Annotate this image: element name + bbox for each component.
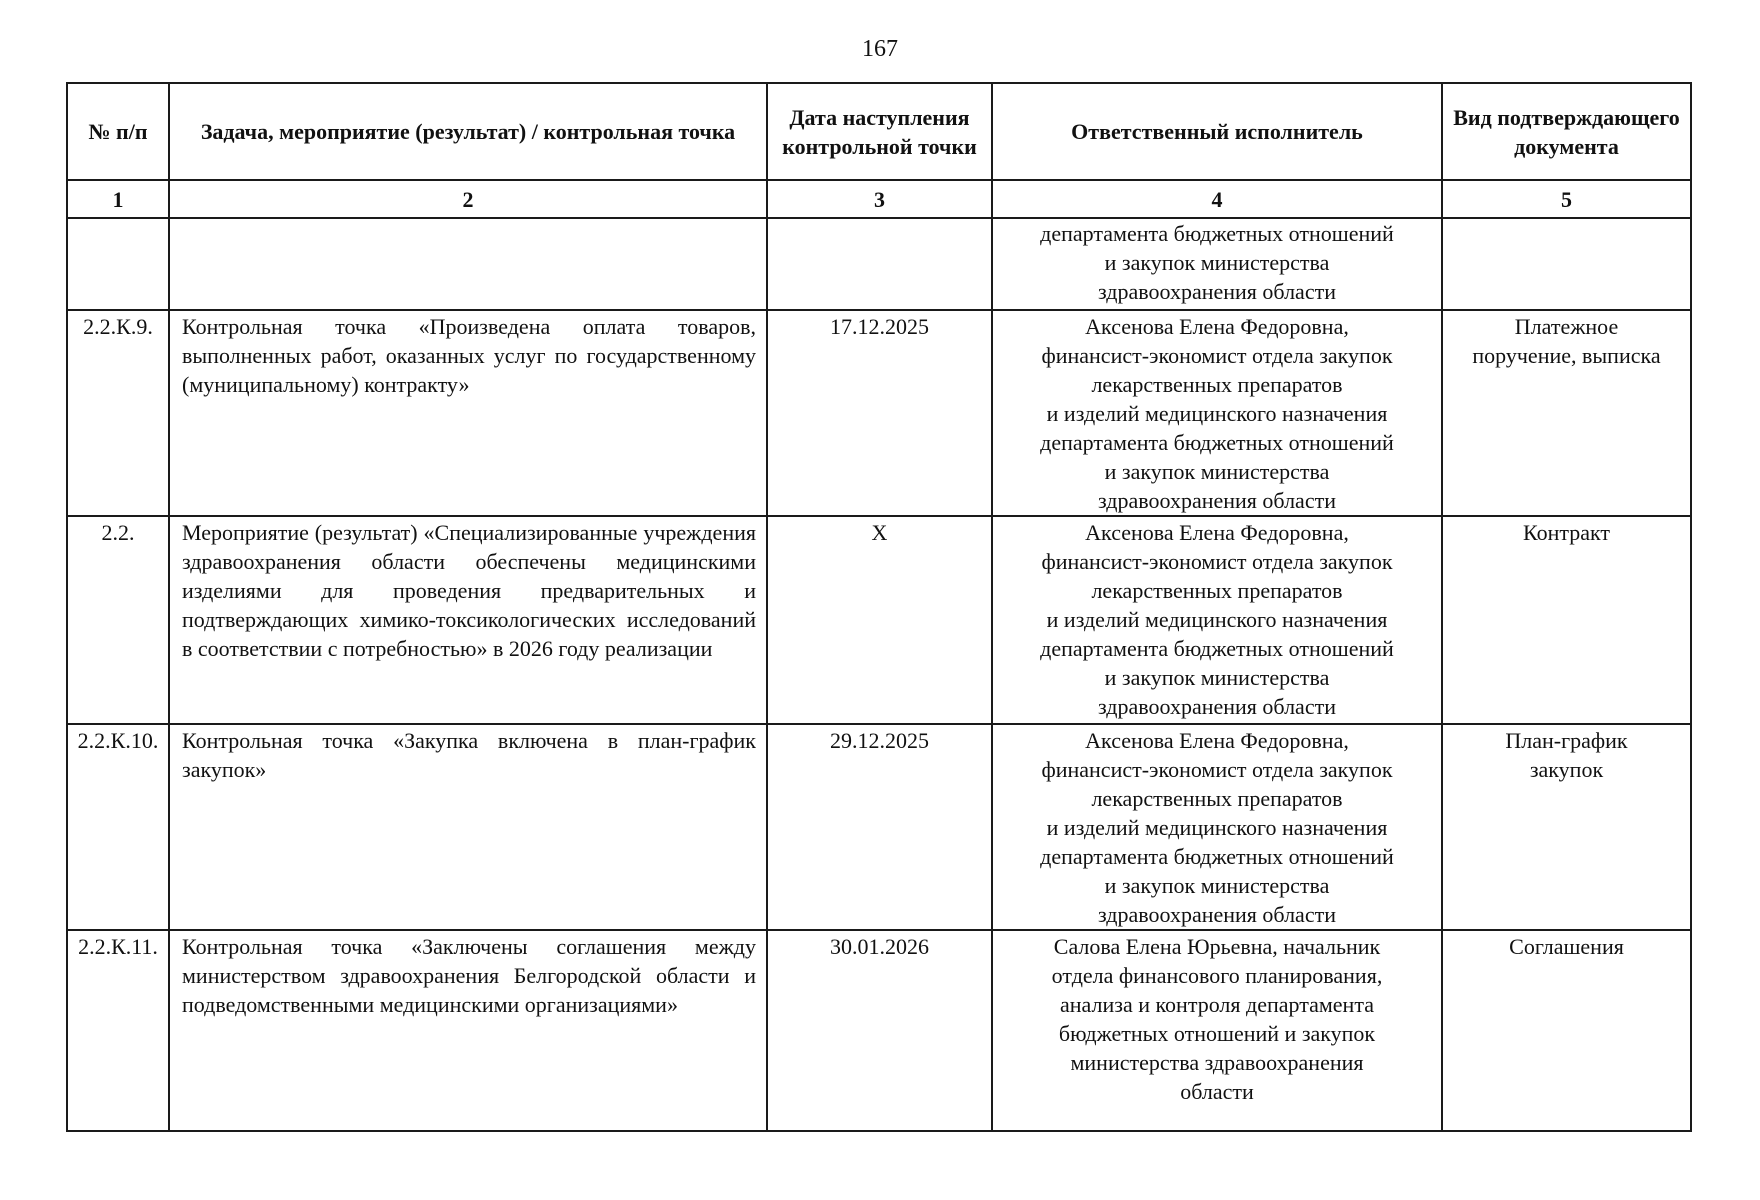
column-number-row bbox=[67, 180, 1691, 218]
row-task: Контрольная точка «Закупка включена в план-график закупок» bbox=[169, 724, 767, 930]
header-task: Задача, мероприятие (результат) / контрольная точка bbox=[169, 83, 767, 180]
row-document-text: Платежное поручение, выписка bbox=[1472, 314, 1661, 368]
row-responsible bbox=[992, 218, 1442, 310]
row-number bbox=[67, 218, 169, 310]
column-number: 2 bbox=[169, 180, 767, 218]
table-row bbox=[67, 724, 1691, 930]
header-number: № п/п bbox=[67, 83, 169, 180]
row-task: Контрольная точка «Произведена оплата товаров, выполненных работ, оказанных услуг по государственному (муниципальному) контракту» bbox=[169, 310, 767, 516]
row-date: Х bbox=[767, 516, 992, 724]
row-document bbox=[1442, 218, 1691, 310]
row-responsible bbox=[992, 930, 1442, 1131]
row-task: Мероприятие (результат) «Специализированные учреждения здравоохранения области обеспечены медицинскими изделиями для проведения предварительных и подтверждающих химико-токсикологических исследований в соответствии с потребностью» в 2026 году реализации bbox=[169, 516, 767, 724]
row-task bbox=[169, 218, 767, 310]
row-document-text: План-график закупок bbox=[1505, 728, 1628, 782]
row-responsible-text: Аксенова Елена Федоровна, финансист-экономист отдела закупок лекарственных препаратов и изделий медицинского назначения департамента бюджетных отношений и закупок министерства здравоохранения области bbox=[1040, 314, 1394, 513]
table-row bbox=[67, 930, 1691, 1131]
table-row bbox=[67, 310, 1691, 516]
column-number: 3 bbox=[767, 180, 992, 218]
row-document-text: Соглашения bbox=[1509, 934, 1624, 959]
row-date: 17.12.2025 bbox=[767, 310, 992, 516]
row-document bbox=[1442, 516, 1691, 724]
header-document: Вид подтверждающего документа bbox=[1442, 83, 1691, 180]
page-number: 167 bbox=[862, 36, 898, 62]
row-document-text: Контракт bbox=[1522, 520, 1610, 545]
column-number: 5 bbox=[1442, 180, 1691, 218]
header-date: Дата наступления контрольной точки bbox=[767, 83, 992, 180]
row-date: 30.01.2026 bbox=[767, 930, 992, 1131]
row-document bbox=[1442, 930, 1691, 1131]
row-task: Контрольная точка «Заключены соглашения между министерством здравоохранения Белгородской области и подведомственными медицинскими организациями» bbox=[169, 930, 767, 1131]
row-number: 2.2.К.11. bbox=[67, 930, 169, 1131]
row-responsible bbox=[992, 310, 1442, 516]
row-number: 2.2. bbox=[67, 516, 169, 724]
row-responsible-text: Салова Елена Юрьевна, начальник отдела финансового планирования, анализа и контроля департамента бюджетных отношений и закупок министерства здравоохранения области bbox=[1051, 934, 1383, 1104]
table-header-row bbox=[67, 83, 1691, 180]
table-row bbox=[67, 516, 1691, 724]
header-responsible: Ответственный исполнитель bbox=[992, 83, 1442, 180]
row-number: 2.2.К.9. bbox=[67, 310, 169, 516]
row-responsible bbox=[992, 516, 1442, 724]
row-responsible-text: Аксенова Елена Федоровна, финансист-экономист отдела закупок лекарственных препаратов и изделий медицинского назначения департамента бюджетных отношений и закупок министерства здравоохранения области bbox=[1040, 728, 1394, 927]
column-number: 4 bbox=[992, 180, 1442, 218]
row-responsible bbox=[992, 724, 1442, 930]
row-responsible-text: Аксенова Елена Федоровна, финансист-экономист отдела закупок лекарственных препаратов и изделий медицинского назначения департамента бюджетных отношений и закупок министерства здравоохранения области bbox=[1040, 520, 1394, 719]
row-number: 2.2.К.10. bbox=[67, 724, 169, 930]
column-number: 1 bbox=[67, 180, 169, 218]
row-responsible-text: департамента бюджетных отношений и закупок министерства здравоохранения области bbox=[1040, 221, 1394, 304]
row-date bbox=[767, 218, 992, 310]
row-document bbox=[1442, 310, 1691, 516]
row-date: 29.12.2025 bbox=[767, 724, 992, 930]
table-row bbox=[67, 218, 1691, 310]
control-points-table bbox=[66, 82, 1692, 1132]
row-document bbox=[1442, 724, 1691, 930]
